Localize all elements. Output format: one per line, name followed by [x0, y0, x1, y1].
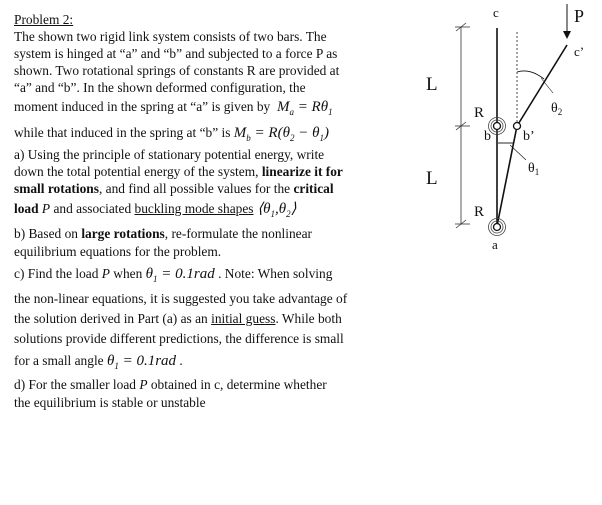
part-a-line: small rotations, and find all possible values for the critical — [14, 181, 334, 196]
label-P: P — [574, 6, 585, 26]
deformed-bar-lower — [497, 126, 517, 226]
label-c-prime: c’ — [574, 44, 585, 59]
label-c: c — [493, 5, 499, 20]
label-b-prime: b’ — [523, 129, 535, 144]
intro-line: system is hinged at “a” and “b” and subjected to a force P as — [14, 46, 338, 61]
part-a-line: load P and associated buckling mode shapes $⟨\theta_1,\theta_2⟩$ — [14, 201, 297, 219]
label-R-b: R — [474, 105, 485, 121]
part-c-line: solutions provide different predictions, the difference is small — [14, 331, 344, 346]
label-L-top: L — [426, 74, 438, 95]
problem-title: Problem 2: — [14, 12, 74, 27]
theta2-arc — [517, 71, 544, 79]
force-arrow-icon — [563, 31, 571, 39]
label-L-bottom: L — [426, 168, 438, 189]
dimension-line — [455, 23, 470, 228]
part-b-line: equilibrium equations for the problem. — [14, 244, 222, 259]
label-R-a: R — [474, 204, 485, 220]
part-c-line: the solution derived in Part (a) as an initial guess. While both — [14, 311, 342, 326]
part-c-line: the non-linear equations, it is suggested you take advantage of — [14, 291, 348, 306]
intro-line: The shown two rigid link system consists of two bars. The — [14, 29, 327, 44]
part-d-line: d) For the smaller load P obtained in c, determine whether — [14, 377, 327, 392]
part-b-line: b) Based on large rotations, re-formulate the nonlinear — [14, 226, 312, 241]
moment-a-text: moment induced in the spring at “a” is given by — [14, 99, 271, 114]
part-c-line: c) Find the load P when $\theta_1 = 0.1rad$ . Note: When solving — [14, 266, 333, 284]
moment-b-equation: $M_b = R(\theta_2 - \theta_1)$ — [233, 125, 329, 143]
label-b: b — [484, 129, 491, 144]
hinge-b-prime — [514, 123, 521, 130]
part-a-line: down the total potential energy of the system, linearize it for — [14, 164, 343, 179]
mode-shape-vector: $⟨\theta_1,\theta_2⟩$ — [253, 201, 297, 219]
part-c-line: for a small angle $\theta_1 = 0.1rad$ . — [14, 353, 183, 371]
label-theta1: $\theta_1$ — [528, 161, 540, 177]
moment-a-equation: $M_a = R\theta_1$ — [276, 99, 333, 117]
intro-line: shown. Two rotational springs of constants R are provided at — [14, 63, 340, 78]
hinge-a — [494, 224, 501, 231]
label-a: a — [492, 237, 498, 252]
part-a-line: a) Using the principle of stationary potential energy, write — [14, 147, 325, 162]
label-theta2: $\theta_2$ — [551, 101, 563, 117]
hinge-b — [494, 123, 501, 130]
intro-line: “a” and “b”. In the shown deformed configuration, the — [14, 80, 306, 95]
moment-b-text: while that induced in the spring at “b” is — [14, 125, 231, 140]
part-d-line: the equilibrium is stable or unstable — [14, 395, 206, 410]
